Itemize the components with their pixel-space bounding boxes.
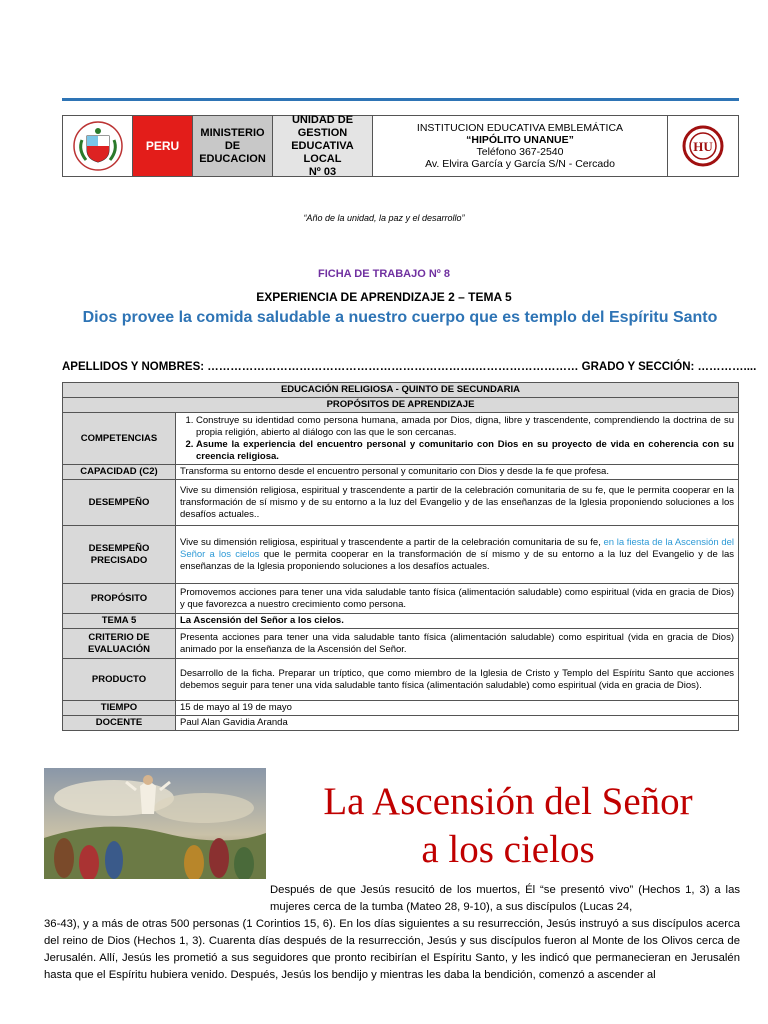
criterio-label: CRITERIO DE EVALUACIÓN	[63, 629, 176, 659]
ugel-line-3: Nº 03	[308, 165, 337, 178]
school-logo-letters: HU	[693, 139, 713, 154]
desempeno-cell: Vive su dimensión religiosa, espiritual y trascendente a partir de la celebración comunitaria de su fe, que le permita cooperar en la transformación de sí mismo y de su entorno a la luz del Evangelio y de las enseñanzas de la Iglesia proponiendo soluciones a los desafíos actuales..	[176, 480, 739, 526]
ugel-line-2: EDUCATIVA LOCAL	[291, 139, 354, 165]
ascension-painting	[44, 768, 266, 879]
school-logo	[668, 116, 738, 176]
year-motto: “Año de la unidad, la paz y el desarrollo”	[303, 213, 465, 223]
purposes-band: PROPÓSITOS DE APRENDIZAJE	[63, 398, 739, 413]
peru-coat-of-arms	[63, 116, 133, 176]
tiempo-cell: 15 de mayo al 19 de mayo	[176, 701, 739, 716]
desempeno-precisado-highlight: en la fiesta de la Ascensión del Señor a los cielos	[180, 536, 735, 560]
institution-cell	[373, 116, 668, 176]
competencia-1: 1. Construye su identidad como persona humana, amada por Dios, digna, libre y trascendente, comprendiendo la doctrina de su propia religión, abierto al diálogo con las que le son cercanas.	[196, 415, 734, 439]
ficha-title: FICHA DE TRABAJO Nº 8	[318, 268, 450, 280]
competencias-cell	[176, 413, 739, 465]
section-title-line-1: La Ascensión del Señor	[323, 780, 693, 823]
course-band: EDUCACIÓN RELIGIOSA - QUINTO DE SECUNDARIA	[63, 383, 739, 398]
institution-name: “HIPÓLITO UNANUE”	[466, 134, 574, 146]
institution-header	[62, 115, 739, 177]
proposito-label: PROPÓSITO	[63, 584, 176, 614]
docente-cell: Paul Alan Gavidia Aranda	[176, 716, 739, 731]
competencia-2: 2. Asume la experiencia del encuentro personal y comunitario con Dios en su proyecto de vida en coherencia con su creencia religiosa.	[196, 439, 734, 463]
main-title: Dios provee la comida saludable a nuestro cuerpo que es templo del Espíritu Santo	[82, 309, 718, 326]
docente-label: DOCENTE	[63, 716, 176, 731]
country-cell: PERU	[133, 116, 193, 176]
ugel-line-1: UNIDAD DE GESTION	[291, 113, 354, 139]
producto-label: PRODUCTO	[63, 659, 176, 701]
name-grade-line: APELLIDOS Y NOMBRES: …………………………………………………………….……………………… GRADO Y SECCIÓN: …………....	[62, 361, 757, 373]
body-paragraph-rest: 36-43), y a más de otras 500 personas (1 Corintios 15, 6). En los días siguientes a su resurrección, Jesús instruyó a sus discípulos acerca del reino de Dios (Hechos 1, 3). Cuarenta días después de la resurrección, Jesús y sus discípulos fueron al Monte de los Olivos cerca de Jerusalén. Allí, Jesús les prometió a sus seguidores que pronto recibirían el Espíritu Santo, y les indicó que permanecieran en Jerusalén hasta que el Espíritu hubiera venido. Después, Jesús los bendijo y mientras les daba la bendición, comenzó a ascender al	[44, 918, 740, 981]
institution-address: Av. Elvira García y García S/N - Cercado	[425, 158, 615, 170]
desempeno-precisado-cell	[176, 526, 739, 584]
institution-phone: Teléfono 367-2540	[476, 146, 564, 158]
capacidad-cell: Transforma su entorno desde el encuentro personal y comunitario con Dios y desde la fe que profesa.	[176, 465, 739, 480]
proposito-cell: Promovemos acciones para tener una vida saludable tanto física (alimentación saludable) como espiritual (vida en gracia de Dios) y que favorezca a nuestro crecimiento como persona.	[176, 584, 739, 614]
tema-cell: La Ascensión del Señor a los cielos.	[176, 614, 739, 629]
ministry-cell: MINISTERIO DE EDUCACION	[193, 116, 273, 176]
competencias-label: COMPETENCIAS	[63, 413, 176, 465]
desempeno-precisado-text-a: Vive su dimensión religiosa, espiritual y trascendente a partir de la celebración comunitaria de su fe,	[180, 536, 601, 548]
producto-cell: Desarrollo de la ficha. Preparar un tríptico, que como miembro de la Iglesia de Cristo y Templo del Espíritu Santo que acciones debemos seguir para tener una vida saludable tanto física (alimentación saludable) como espiritual (vida en gracia de Dios).	[176, 659, 739, 701]
ugel-cell	[273, 113, 373, 178]
desempeno-precisado-text-b: que le permita cooperar en la transformación de sí mismo y de su entorno a la luz del Evangelio y de las enseñanzas de la Iglesia proponiendo soluciones a los desafíos actuales.	[180, 548, 735, 572]
criterio-cell: Presenta acciones para tener una vida saludable tanto física (alimentación saludable) como espiritual (vida en gracia de Dios) animado por la enseñanza de la Ascensión del Señor.	[176, 629, 739, 659]
institution-type: INSTITUCION EDUCATIVA EMBLEMÁTICA	[416, 122, 624, 134]
capacidad-label: CAPACIDAD (C2)	[63, 465, 176, 480]
learning-purposes-table	[62, 382, 739, 731]
tiempo-label: TIEMPO	[63, 701, 176, 716]
top-rule	[62, 98, 739, 101]
body-paragraph-intro: Después de que Jesús resucitó de los muertos, Él “se presentó vivo” (Hechos 1, 3) a las mujeres cerca de la tumba (Mateo 28, 9-10), a sus discípulos (Lucas 24,	[270, 884, 740, 913]
desempeno-precisado-label: DESEMPEÑO PRECISADO	[63, 526, 176, 584]
section-title	[268, 778, 748, 874]
section-title-line-2: a los cielos	[421, 828, 595, 871]
tema-label: TEMA 5	[63, 614, 176, 629]
experience-title: EXPERIENCIA DE APRENDIZAJE 2 – TEMA 5	[256, 290, 512, 304]
desempeno-label: DESEMPEÑO	[63, 480, 176, 526]
